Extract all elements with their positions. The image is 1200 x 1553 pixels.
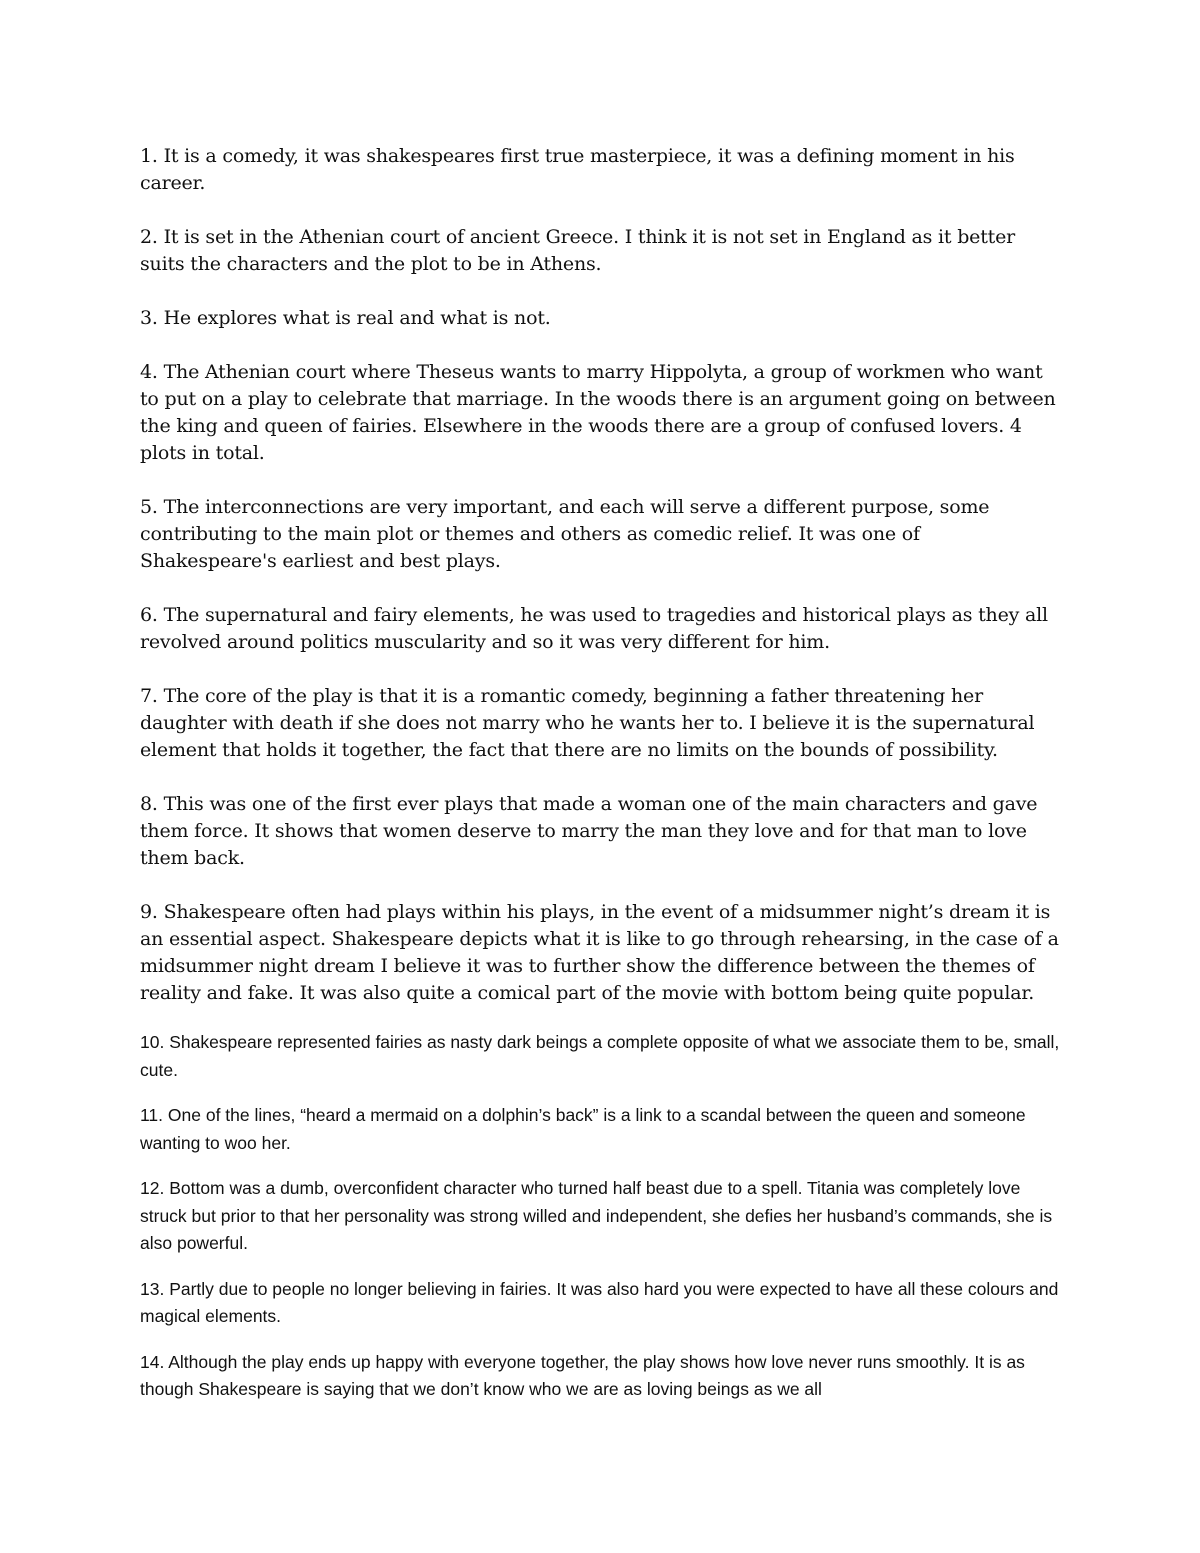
answer-8: 8. This was one of the first ever plays that made a woman one of the main characters and gave them force. It shows that women deserve to marry the man they love and for that man to love them back.: [140, 793, 1038, 869]
answer-5: 5. The interconnections are very important, and each will serve a different purpose, some contributing to the main plot or themes and others as comedic relief. It was one of Shakespeare's earliest and best plays.: [140, 496, 990, 572]
answer-11: 11. One of the lines, “heard a mermaid on a dolphin’s back” is a link to a scandal between the queen and someone wanting to woo her.: [140, 1105, 1026, 1153]
answer-4: 4. The Athenian court where Theseus wants to marry Hippolyta, a group of workmen who want to put on a play to celebrate that marriage. In the woods there is an argument going on between the king and queen of fairies. Elsewhere in the woods there are a group of confused lovers. 4 plots in total.: [140, 361, 1056, 464]
answer-13: 13. Partly due to people no longer believing in fairies. It was also hard you were expected to have all these colours and magical elements.: [140, 1278, 1059, 1326]
answer-14: 14. Although the play ends up happy with everyone together, the play shows how love never runs smoothly. It is as though Shakespeare is saying that we don’t know who we are as loving beings as we all: [140, 1351, 1025, 1399]
answers-serif-section: [140, 143, 1060, 1007]
answer-2: 2. It is set in the Athenian court of ancient Greece. I think it is not set in England as it better suits the characters and the plot to be in Athens.: [140, 226, 1016, 275]
answer-12: 12. Bottom was a dumb, overconfident character who turned half beast due to a spell. Titania was completely love struck but prior to that her personality was strong willed and independent, she defies her husband’s commands, she is also powerful.: [140, 1178, 1053, 1253]
answers-sans-section: [140, 1029, 1060, 1404]
answer-1: 1. It is a comedy, it was shakespeares first true masterpiece, it was a defining moment in his career.: [140, 145, 1015, 194]
answer-10: 10. Shakespeare represented fairies as nasty dark beings a complete opposite of what we associate them to be, small, cute.: [140, 1032, 1060, 1080]
answer-9: 9. Shakespeare often had plays within his plays, in the event of a midsummer night’s dream it is an essential aspect. Shakespeare depicts what it is like to go through rehearsing, in the case of a midsummer night dream I believe it was to further show the difference between the themes of reality and fake. It was also quite a comical part of the movie with bottom being quite popular.: [140, 901, 1059, 1004]
answer-6: 6. The supernatural and fairy elements, he was used to tragedies and historical plays as they all revolved around politics muscularity and so it was very different for him.: [140, 604, 1048, 653]
answer-7: 7. The core of the play is that it is a romantic comedy, beginning a father threatening her daughter with death if she does not marry who he wants her to. I believe it is the supernatural element that holds it together, the fact that there are no limits on the bounds of possibility.: [140, 685, 1035, 761]
document-body: [140, 143, 1060, 1422]
answer-3: 3. He explores what is real and what is not.: [140, 307, 551, 329]
